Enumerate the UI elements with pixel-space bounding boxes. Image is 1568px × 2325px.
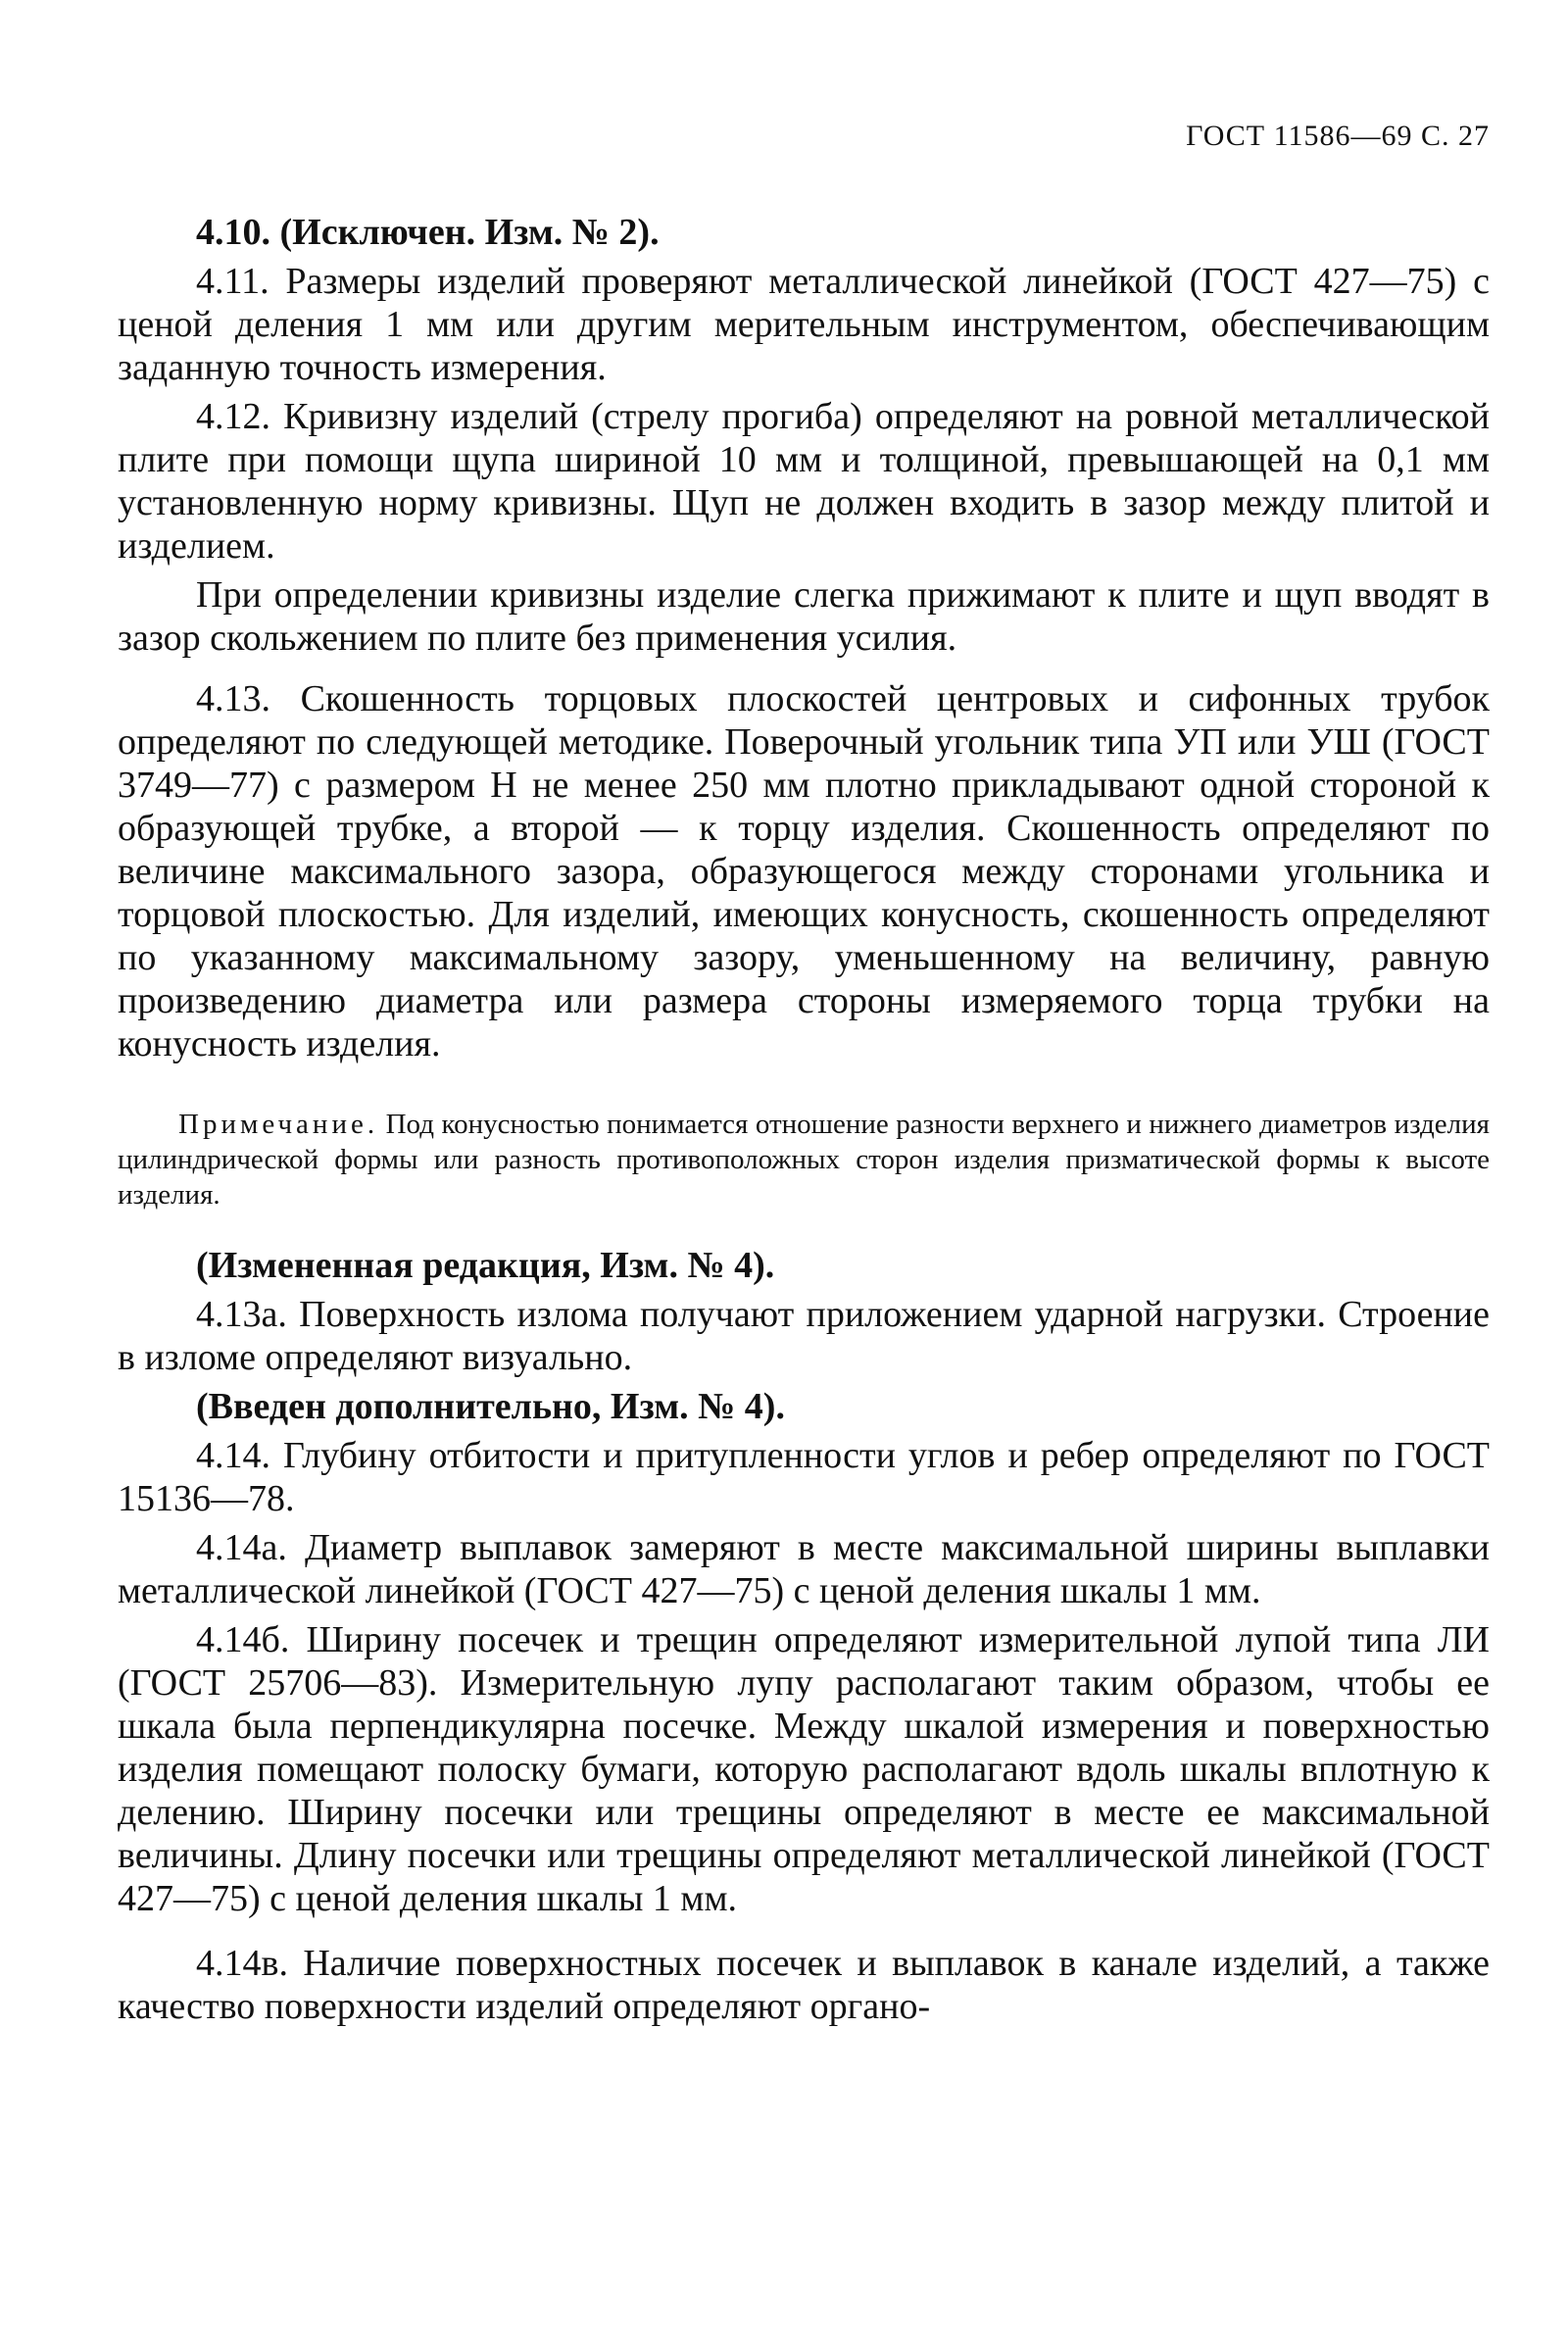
- note-lead: Примечание.: [178, 1109, 379, 1140]
- clause-4-13a: 4.13а. Поверхность излома получают приложением ударной нагрузки. Строение в изломе определяют визуально.: [118, 1294, 1490, 1378]
- running-header: ГОСТ 11586—69 С. 27: [1186, 120, 1490, 152]
- clause-4-10: 4.10. (Исключен. Изм. № 2).: [196, 212, 660, 253]
- document-body: [118, 211, 1490, 2028]
- note-text: Под конусностью понимается отношение разности верхнего и нижнего диаметров изделия цилиндрической формы или разность противоположных сторон изделия призматической формы к высоте изделия.: [118, 1109, 1490, 1211]
- clause-4-13: 4.13. Скошенность торцовых плоскостей центровых и сифонных трубок определяют по следующей методике. Поверочный угольник типа УП или УШ (ГОСТ 3749—77) с размером Н не менее 250 мм плотно прикладывают одной стороной к образующей трубке, а второй — к торцу изделия. Скошенность определяют по величине максимального зазора, образующегося между сторонами угольника и торцовой плоскостью. Для изделий, имеющих конусность, скошенность определяют по указанному максимальному зазору, уменьшенному на величину, равную произведению диаметра или размера стороны измеряемого торца трубки на конусность изделия.: [118, 678, 1490, 1064]
- note-conicity: [118, 1107, 1490, 1212]
- document-page: [118, 0, 1490, 2325]
- amendment-4-13: (Измененная редакция, Изм. № 4).: [196, 1245, 775, 1286]
- clause-4-12: 4.12. Кривизну изделий (стрелу прогиба) определяют на ровной металлической плите при помощи щупа шириной 10 мм и толщиной, превышающей на 0,1 мм установленную норму кривизны. Щуп не должен входить в зазор между плитой и изделием.: [118, 396, 1490, 567]
- clause-4-14a: 4.14а. Диаметр выплавок замеряют в месте максимальной ширины выплавки металлической линейкой (ГОСТ 427—75) с ценой деления шкалы 1 мм.: [118, 1527, 1490, 1611]
- clause-4-12-continuation: При определении кривизны изделие слегка прижимают к плите и щуп вводят в зазор скольжением по плите без применения усилия.: [118, 574, 1490, 659]
- clause-4-14b: 4.14б. Ширину посечек и трещин определяют измерительной лупой типа ЛИ (ГОСТ 25706—83). Измерительную лупу располагают таким образом, чтобы ее шкала была перпендикулярна посечке. Между шкалой измерения и поверхностью изделия помещают полоску бумаги, которую располагают вдоль шкалы вплотную к делению. Ширину посечки или трещины определяют в месте ее максимальной величины. Длину посечки или трещины определяют металлической линейкой (ГОСТ 427—75) с ценой деления шкалы 1 мм.: [118, 1619, 1490, 1919]
- clause-4-11: 4.11. Размеры изделий проверяют металлической линейкой (ГОСТ 427—75) с ценой деления 1 мм или другим мерительным инструментом, обеспечивающим заданную точность измерения.: [118, 261, 1490, 388]
- clause-4-14: 4.14. Глубину отбитости и притупленности углов и ребер определяют по ГОСТ 15136—78.: [118, 1435, 1490, 1519]
- clause-4-14v: 4.14в. Наличие поверхностных посечек и выплавок в канале изделий, а также качество поверхности изделий определяют органо-: [118, 1943, 1490, 2027]
- amendment-4-13a: (Введен дополнительно, Изм. № 4).: [196, 1386, 785, 1427]
